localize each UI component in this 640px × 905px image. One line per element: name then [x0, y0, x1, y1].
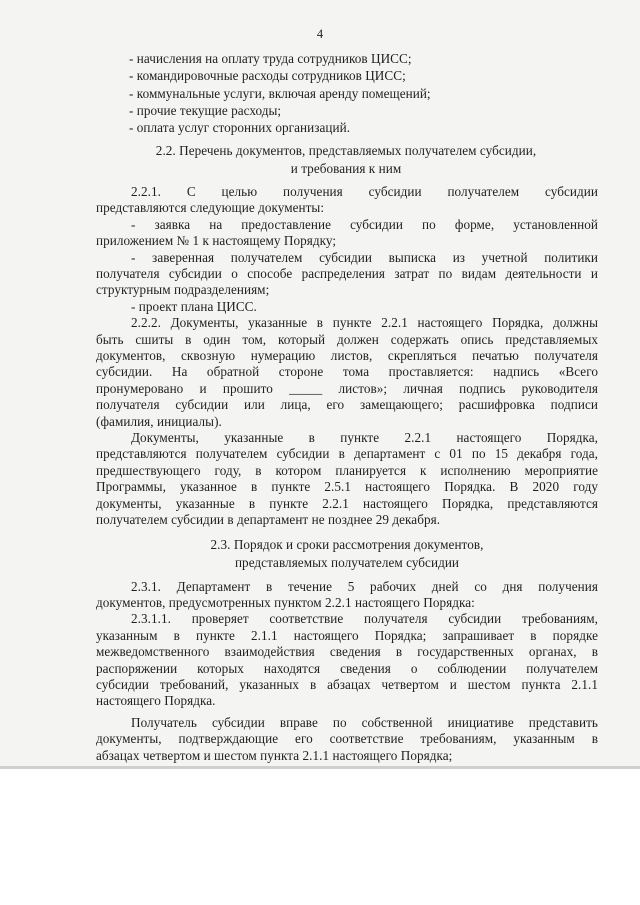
paragraph-line: Получатель субсидии вправе по собственной инициативе представить [131, 714, 598, 730]
paragraph-line: абзацах четвертом и шестом пункта 2.1.1 настоящего Порядка; [96, 747, 453, 763]
list-item: - командировочные расходы сотрудников ЦИСС; [129, 68, 406, 84]
paragraph-line: получателем субсидии в департамент не позднее 29 декабря. [96, 512, 441, 528]
paragraph-line: 2.3.1.1. проверяет соответствие получателя субсидии требованиям, [131, 611, 598, 627]
paragraph-line: структурным подразделениям; [96, 282, 270, 298]
paragraph-line: - проект плана ЦИСС. [131, 298, 257, 314]
paragraph-line: 2.2.1. С целью получения субсидии получателем субсидии [131, 183, 598, 199]
page-number: 4 [316, 27, 324, 41]
paragraph-line: документы, указанные в пункте 2.2.1 настоящего Порядка, представляются [96, 495, 598, 511]
paragraph-line: (фамилия, инициалы). [96, 413, 222, 429]
list-item: - прочие текущие расходы; [129, 102, 282, 118]
list-item: - коммунальные услуги, включая аренду помещений; [129, 85, 431, 101]
paragraph-line: представляются получателем субсидии в департамент с 01 по 15 декабря года, [96, 446, 598, 462]
paragraph-line: быть сшиты в один том, который должен содержать опись представляемых [96, 331, 598, 347]
paragraph-line: предшествующего году, в котором планируется к исполнению мероприятие [96, 462, 598, 478]
paragraph-line: приложением № 1 к настоящему Порядку; [96, 233, 337, 249]
paragraph-line: документов, предусмотренных пунктом 2.2.1 настоящего Порядка: [96, 595, 475, 611]
paragraph-line: 2.2.2. Документы, указанные в пункте 2.2.1 настоящего Порядка, должны [131, 315, 598, 331]
paragraph-line: пронумеровано и прошито _____ листов»; личная подпись руководителя [96, 380, 598, 396]
paragraph-line: Программы, указанное в пункте 2.5.1 настоящего Порядка. В 2020 году [96, 479, 598, 495]
list-item: - начисления на оплату труда сотрудников ЦИСС; [129, 50, 412, 66]
paragraph-line: субсидии требований, указанных в абзацах четвертом и шестом пункта 2.1.1 [96, 677, 598, 693]
paragraph-line: указанным в пункте 2.1.1 настоящего Порядка; запрашивает в порядке [96, 627, 598, 643]
page-bottom-edge [0, 766, 640, 769]
paragraph-line: межведомственного взаимодействия сведения в государственных органах, в [96, 644, 598, 660]
paragraph-line: получателя субсидии о способе распределения затрат по видам деятельности и [96, 265, 598, 281]
paragraph-line: субсидии. На обратной стороне тома проставляется: надпись «Всего [96, 364, 598, 380]
section-heading: представляемых получателем субсидии [234, 554, 460, 570]
section-heading: и требования к ним [290, 160, 402, 176]
paragraph-line: получателя субсидии или лица, его замещающего; расшифровка подписи [96, 397, 598, 413]
section-heading: 2.3. Порядок и сроки рассмотрения документов, [210, 537, 484, 553]
paragraph-line: - заверенная получателем субсидии выписка из учетной политики [131, 249, 598, 265]
paragraph-line: Документы, указанные в пункте 2.2.1 настоящего Порядка, [131, 430, 598, 446]
paragraph-line: документы, подтверждающие его соответствие требованиям, указанным в [96, 731, 598, 747]
paragraph-line: распоряжении которых находятся сведения о соблюдении получателем [96, 660, 598, 676]
paragraph-line: - заявка на предоставление субсидии по форме, установленной [131, 216, 598, 232]
list-item: - оплата услуг сторонних организаций. [129, 120, 351, 136]
paragraph-line: 2.3.1. Департамент в течение 5 рабочих дней со дня получения [131, 578, 598, 594]
paragraph-line: настоящего Порядка. [96, 693, 216, 709]
section-heading: 2.2. Перечень документов, представляемых получателем субсидии, [155, 143, 537, 159]
paragraph-line: представляются следующие документы: [96, 200, 325, 216]
paragraph-line: документов, сквозную нумерацию листов, скрепляться печатью получателя [96, 348, 598, 363]
